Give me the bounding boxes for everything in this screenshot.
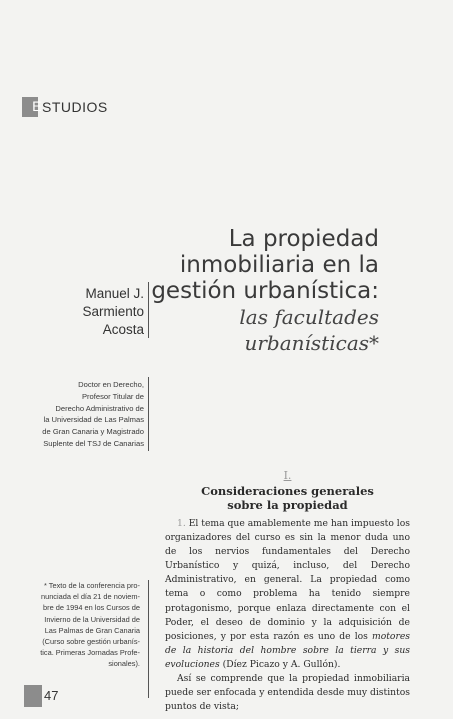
bio-line-1: Doctor en Derecho, — [78, 380, 144, 389]
footnote-line-4: Invierno de la Universidad de — [44, 614, 140, 624]
title-line-1: La propiedad — [228, 226, 379, 252]
paragraph-1-text-a: El tema que amablemente me han impuesto los organizadores del curso es sin la menor duda uno de los nervios fundamentales del Derecho Urbanístico y quizá, incluso, del Derecho Administrativo, en general. La propiedad como tema o como problema ha tenido siempre protagonismo, porque enlaza directamente con el Poder, el deseo de dominio y la adquisición de posiciones, y por esta razón es uno de los — [165, 518, 410, 642]
author-bio — [0, 379, 144, 450]
bio-line-3: Derecho Administrativo de — [55, 403, 144, 413]
section-heading — [165, 484, 410, 512]
author-divider — [148, 282, 149, 338]
body-text — [165, 517, 410, 714]
paragraph-1-italic: motores de la historia del hombre sobre la tierra y sus evoluciones — [165, 630, 410, 670]
footnote-line-1: * Texto de la conferencia pro- — [44, 581, 140, 590]
page-number-box — [24, 685, 42, 707]
paragraph-1 — [165, 517, 410, 672]
author-name — [54, 285, 144, 339]
paragraph-number: 1. — [177, 518, 186, 529]
bio-divider — [148, 377, 149, 451]
section-number: I. — [283, 469, 292, 482]
bio-line-2: Profesor Titular de — [81, 391, 144, 401]
footnote-divider — [148, 580, 149, 698]
paragraph-1-text-b: (Díez Picazo y A. Gullón). — [219, 658, 341, 670]
footnote-line-3: bre de 1994 en los Cursos de — [43, 603, 140, 613]
footnote-line-8: sionales). — [108, 659, 140, 669]
section-initial-box — [22, 97, 42, 117]
title-line-3: gestión urbanística: — [151, 278, 379, 304]
page-number: 47 — [44, 688, 59, 703]
author-line-3: Acosta — [102, 322, 144, 337]
section-label: STUDIOS — [42, 99, 108, 115]
paragraph-2: Así se comprende que la propiedad inmobiliaria puede ser enfocada y entendida desde muy distintos puntos de vista; — [165, 673, 410, 713]
footnote-line-6: (Curso sobre gestión urbanís- — [42, 637, 140, 647]
footnote-line-5: Las Palmas de Gran Canaria — [44, 625, 140, 635]
footnote-line-7: tica. Primeras Jornadas Profe- — [40, 648, 140, 658]
section-heading-line-1: Consideraciones generales — [201, 484, 374, 498]
section-initial: E — [32, 98, 42, 114]
article-subtitle: las facultades urbanísticas* — [239, 305, 379, 355]
section-heading-line-2: sobre la propiedad — [227, 498, 348, 512]
footnote-line-2: nunciada el día 21 de noviem- — [40, 592, 140, 602]
author-line-2: Sarmiento — [82, 304, 144, 319]
bio-line-4: la Universidad de Las Palmas — [43, 415, 144, 425]
title-line-2: inmobiliaria en la — [179, 252, 379, 278]
footnote — [24, 580, 140, 670]
bio-line-5: de Gran Canaria y Magistrado — [42, 427, 144, 437]
section-tag — [22, 97, 108, 117]
author-line-1: Manuel J. — [85, 286, 144, 301]
bio-line-6: Suplente del TSJ de Canarias — [43, 438, 144, 448]
